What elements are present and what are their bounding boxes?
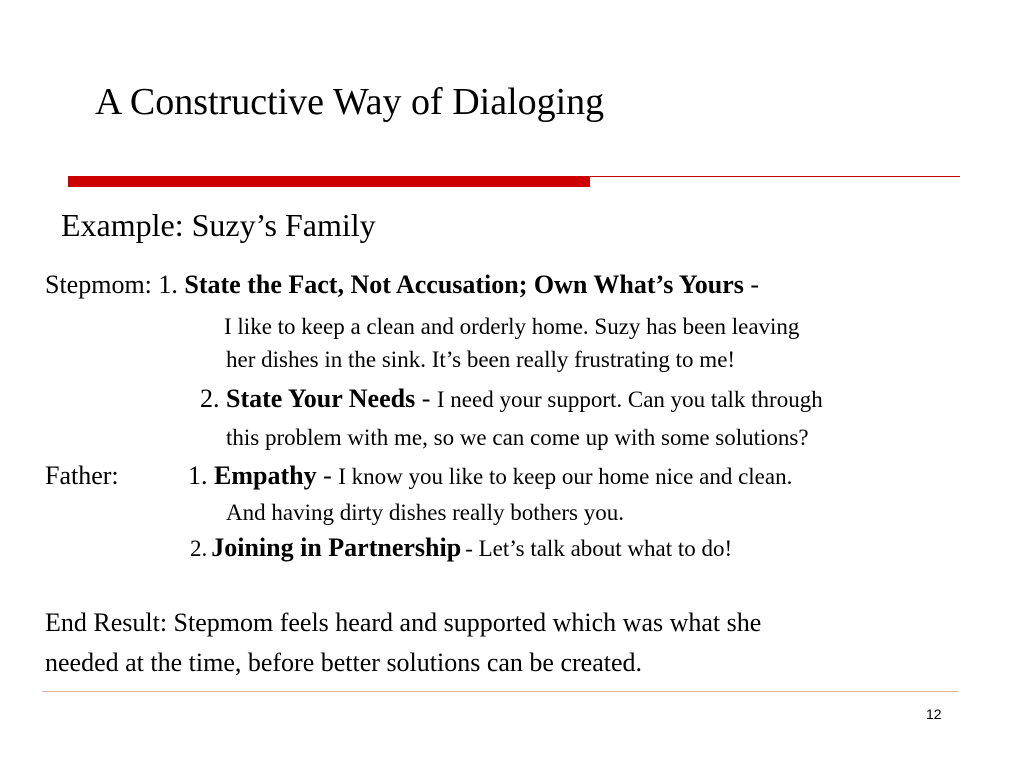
- father-step1-text-line2: And having dirty dishes really bothers you.: [226, 500, 624, 525]
- stepmom-step1-dash: -: [750, 270, 760, 299]
- stepmom-step2-number: 2.: [200, 384, 220, 413]
- father-step2-text: - Let’s talk about what to do!: [465, 536, 733, 561]
- stepmom-step1-text-line2: her dishes in the sink. It’s been really frustrating to me!: [226, 347, 736, 372]
- footer-rule: [42, 691, 958, 692]
- stepmom-step1-text-line1: I like to keep a clean and orderly home. Suzy has been leaving: [224, 314, 800, 339]
- father-step1-dash: -: [323, 461, 332, 490]
- title-accent-bar: [68, 176, 590, 187]
- father-speaker-label: Father:: [45, 461, 119, 490]
- slide-title: A Constructive Way of Dialoging: [95, 81, 605, 123]
- stepmom-speaker-label: Stepmom:: [45, 270, 152, 299]
- father-step2-row: [190, 533, 732, 563]
- father-step1-row: [188, 461, 792, 491]
- father-step1-text: I know you like to keep our home nice and clean.: [338, 464, 793, 489]
- stepmom-step2-dash: -: [421, 384, 431, 413]
- stepmom-step2-row: [200, 384, 823, 414]
- stepmom-step1-row: [45, 270, 759, 300]
- stepmom-step1-heading: State the Fact, Not Accusation; Own What’s Yours: [184, 270, 744, 299]
- father-step2-heading: Joining in Partnership: [211, 533, 462, 562]
- stepmom-step2-text-line2: this problem with me, so we can come up with some solutions?: [226, 425, 809, 450]
- slide-subtitle: Example: Suzy’s Family: [61, 207, 376, 243]
- stepmom-step1-number: 1.: [158, 270, 178, 299]
- end-result-line1: End Result: Stepmom feels heard and supported which was what she: [45, 608, 762, 637]
- stepmom-step2-text: I need your support. Can you talk through: [436, 387, 823, 412]
- father-step1-heading: Empathy: [214, 461, 317, 490]
- father-step2-number: 2.: [190, 536, 208, 561]
- end-result-line2: needed at the time, before better solutions can be created.: [45, 648, 643, 677]
- title-accent-line: [590, 176, 960, 177]
- page-number: 12: [926, 706, 942, 722]
- stepmom-step2-heading: State Your Needs: [226, 384, 416, 413]
- father-step1-number: 1.: [188, 461, 208, 490]
